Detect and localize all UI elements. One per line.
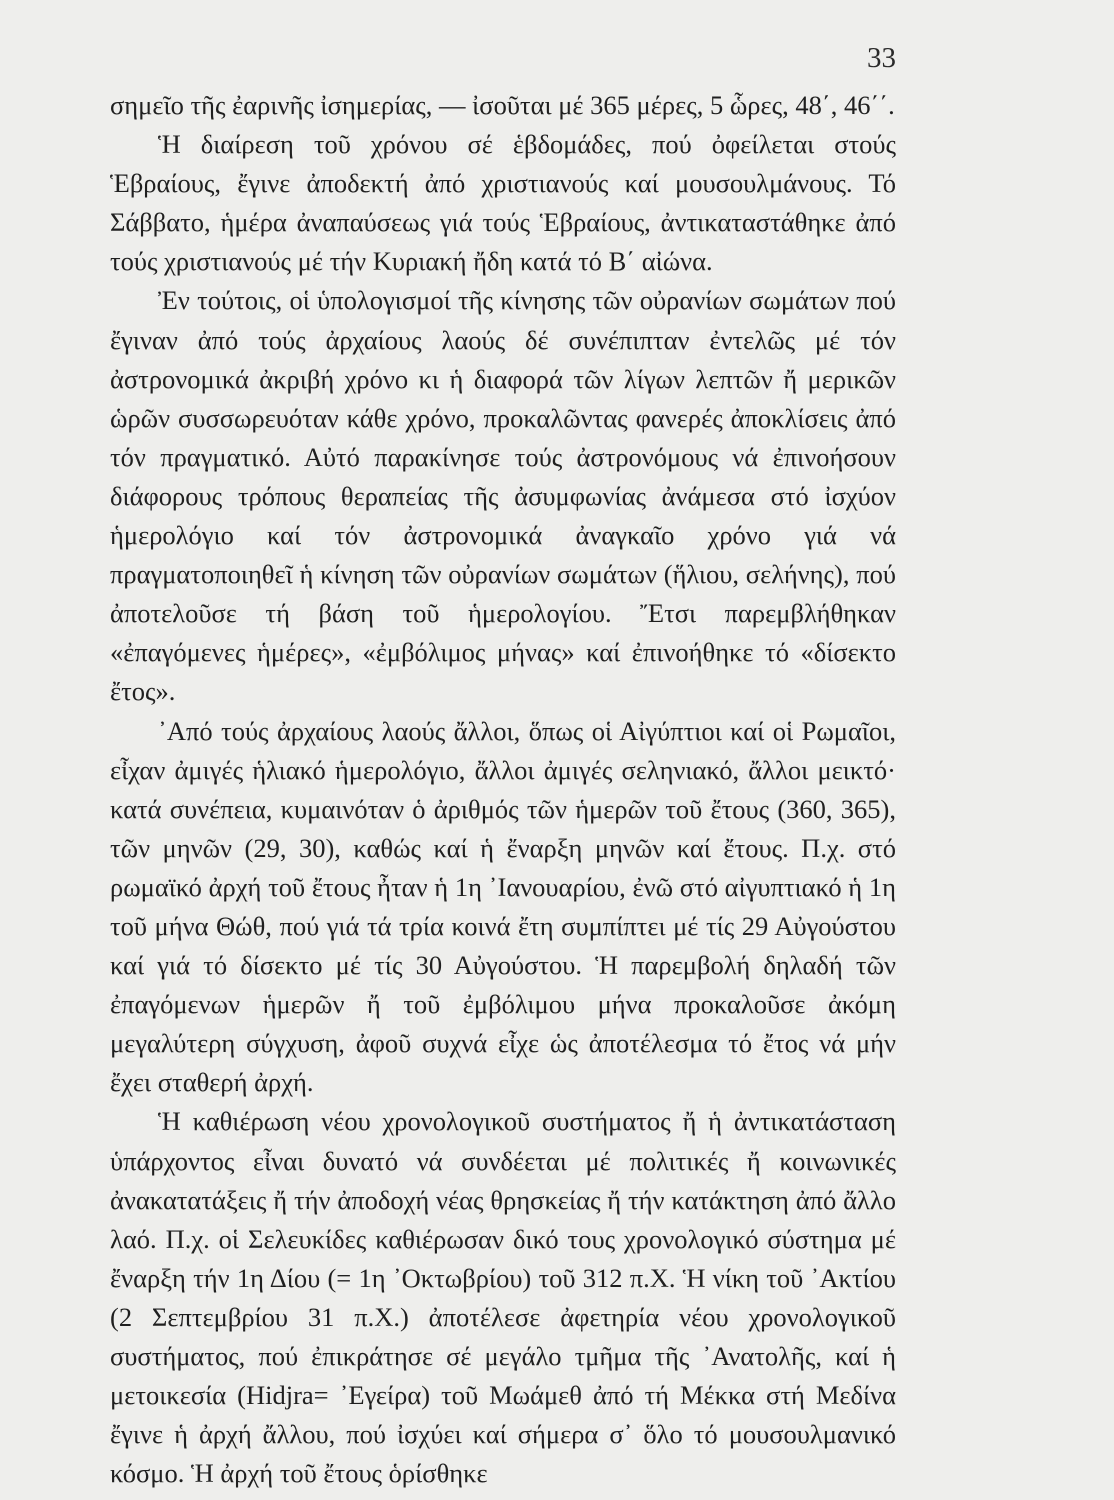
paragraph-3: Ἐν τούτοις, οἱ ὑπολογισμοί τῆς κίνησης τῶν οὐρανίων σωμάτων πού ἔγιναν ἀπό τούς ἀρχαίους λαούς δέ συνέπιπταν ἐντελῶς μέ τόν ἀστρονομικά ἀκριβή χρόνο κι ἡ διαφορά τῶν λίγων λεπτῶν ἤ μερικῶν ὡρῶν συσσωρευόταν κάθε χρόνο, προκαλῶντας φανερές ἀποκλίσεις ἀπό τόν πραγματικό. Αὐτό παρακίνησε τούς ἀστρονόμους νά ἐπινοήσουν διάφορους τρόπους θεραπείας τῆς ἀσυμφωνίας ἀνάμεσα στό ἰσχύον ἡμερολόγιο καί τόν ἀστρονομικά ἀναγκαῖο χρόνο γιά νά πραγματοποιηθεῖ ἡ κίνηση τῶν οὐρανίων σωμάτων (ἥλιου, σελήνης), πού ἀποτελοῦσε τή βάση τοῦ ἡμερολογίου. Ἔτσι παρεμβλήθηκαν «ἐπαγόμενες ἡμέρες», «ἐμβόλιμος μήνας» καί ἐπινοήθηκε τό «δίσεκτο ἔτος».: [110, 285, 896, 707]
paragraph-5: Ἡ καθιέρωση νέου χρονολογικοῦ συστήματος ἤ ἡ ἀντικατάσταση ὑπάρχοντος εἶναι δυνατό νά συνδέεται μέ πολιτικές ἤ κοινωνικές ἀνακατατάξεις ἤ τήν ἀποδοχή νέας θρησκείας ἤ τήν κατάκτηση ἀπό ἄλλο λαό. Π.χ. οἱ Σελευκίδες καθιέρωσαν δικό τους χρονολογικό σύστημα μέ ἔναρξη τήν 1η Δίου (= 1η ᾿Οκτωβρίου) τοῦ 312 π.Χ. Ἡ νίκη τοῦ ᾿Ακτίου (2 Σεπτεμβρίου 31 π.Χ.) ἀποτέλεσε ἀφετηρία νέου χρονολογικοῦ συστήματος, πού ἐπικράτησε σέ μεγάλο τμῆμα τῆς ᾿Ανατολῆς, καί ἡ μετοικεσία (Hidjra= ᾿Εγείρα) τοῦ Μωάμεθ ἀπό τή Μέκκα στή Μεδίνα ἔγινε ἡ ἀρχή ἄλλου, πού ἰσχύει καί σήμερα σ᾿ ὅλο τό μουσουλμανικό κόσμο. Ἡ ἀρχή τοῦ ἔτους ὁρίσθηκε: [110, 1106, 896, 1489]
paragraph-4: ᾿Από τούς ἀρχαίους λαούς ἄλλοι, ὅπως οἱ Αἰγύπτιοι καί οἱ Ρωμαῖοι, εἶχαν ἀμιγές ἡλιακό ἡμερολόγιο, ἄλλοι ἀμιγές σεληνιακό, ἄλλοι μεικτό· κατά συνέπεια, κυμαινόταν ὁ ἀριθμός τῶν ἡμερῶν τοῦ ἔτους (360, 365), τῶν μηνῶν (29, 30), καθώς καί ἡ ἔναρξη μηνῶν καί ἔτους. Π.χ. στό ρωμαϊκό ἀρχή τοῦ ἔτους ἦταν ἡ 1η ᾿Ιανουαρίου, ἐνῶ στό αἰγυπτιακό ἡ 1η τοῦ μήνα Θώθ, πού γιά τά τρία κοινά ἔτη συμπίπτει μέ τίς 29 Αὐγούστου καί γιά τό δίσεκτο μέ τίς 30 Αὐγούστου. Ἡ παρεμβολή δηλαδή τῶν ἐπαγόμενων ἡμερῶν ἤ τοῦ ἐμβόλιμου μήνα προκαλοῦσε ἀκόμη μεγαλύτερη σύγχυση, ἀφοῦ συχνά εἶχε ὡς ἀποτέλεσμα τό ἔτος νά μήν ἔχει σταθερή ἀρχή.: [110, 715, 896, 1098]
paragraph-1: σημεῖο τῆς ἐαρινῆς ἰσημερίας, — ἰσοῦται μέ 365 μέρες, 5 ὧρες, 48΄, 46΄΄.: [110, 90, 895, 120]
page-number: 33: [867, 42, 896, 74]
paragraph-2: Ἡ διαίρεση τοῦ χρόνου σέ ἑβδομάδες, πού ὀφείλεται στούς Ἑβραίους, ἔγινε ἀποδεκτή ἀπό χριστιανούς καί μουσουλμάνους. Τό Σάββατο, ἡμέρα ἀναπαύσεως γιά τούς Ἑβραίους, ἀντικαταστάθηκε ἀπό τούς χριστιανούς μέ τήν Κυριακή ἤδη κατά τό Β΄ αἰώνα.: [110, 129, 896, 277]
body-text: [110, 86, 896, 1493]
